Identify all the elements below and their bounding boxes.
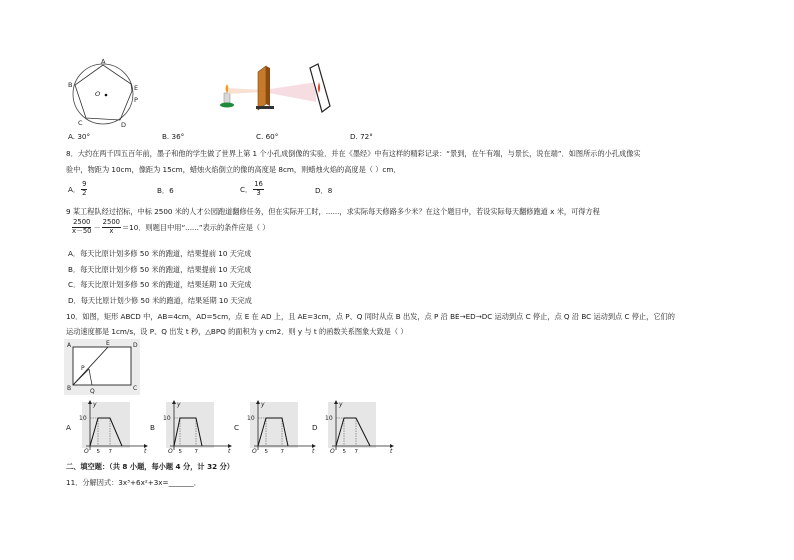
q10-line1: 10．如图，矩形 ABCD 中，AB=4cm，AD=5cm，点 E 在 AD 上，且 AE=3cm，点 P、Q 同时从点 B 出发，点 P 沿 BE→ED→DC 运动到点 C 停止，点 Q 沿 BC 运动到点 C 停止，它们的 bbox=[66, 312, 675, 321]
tick-label-5: 5 bbox=[342, 449, 346, 454]
origin-label: O bbox=[330, 448, 335, 454]
tick-label-5: 5 bbox=[178, 449, 182, 454]
fraction-numerator: 2500 bbox=[102, 218, 120, 226]
fraction-numerator: 16 bbox=[254, 180, 263, 188]
q8-line1: 8．大约在两千四五百年前，墨子和他的学生做了世界上第 1 个小孔成倒像的实验．并在《墨经》中有这样的精彩记录：“景到，在午有端，与景长，说在端”．如图所示的小孔成像实 bbox=[66, 149, 641, 158]
q9-fraction-1 bbox=[71, 219, 92, 235]
rect-label-Q: Q bbox=[90, 388, 95, 395]
tick-label-5: 5 bbox=[264, 449, 268, 454]
graph-shading bbox=[166, 402, 214, 448]
q8-option-c-prefix: C． bbox=[240, 184, 253, 194]
q9-option-d[interactable]: D．每天比原计划少修 50 米的跑道，结果延期 10 天完成 bbox=[68, 296, 252, 305]
q9-line1: 9 某工程队经过招标，中标 2500 米的人才公园跑道翻修任务，但在实际开工时，......，求实际每天修路多少米？在这个题目中，若设实际每天翻修跑道 x 米，可得方程 bbox=[66, 207, 600, 216]
origin-label: O bbox=[168, 448, 173, 454]
graph-option-letter: C bbox=[234, 423, 240, 432]
rectangle-abcd-figure bbox=[64, 339, 140, 395]
q8-option-a[interactable] bbox=[68, 181, 88, 197]
fraction-numerator: 9 bbox=[82, 180, 87, 188]
center-dot bbox=[105, 94, 108, 97]
y-axis-label: y bbox=[177, 401, 181, 408]
q9-option-a[interactable]: A．每天比原计划多修 50 米的跑道，结果提前 10 天完成 bbox=[68, 249, 252, 258]
q9-option-b[interactable]: B．每天比原计划少修 50 米的跑道，结果提前 10 天完成 bbox=[68, 265, 252, 274]
q7-option-c[interactable]: C. 60° bbox=[256, 132, 279, 141]
q9-option-c[interactable]: C．每天比原计划多修 50 米的跑道，结果延期 10 天完成 bbox=[68, 280, 252, 289]
q7-option-b[interactable]: B. 36° bbox=[162, 132, 185, 141]
q8-option-c-fraction bbox=[253, 181, 264, 197]
rect-label-A: A bbox=[67, 342, 72, 349]
q8-option-a-fraction bbox=[81, 181, 87, 197]
light-beam-left bbox=[228, 88, 262, 94]
q8-option-c[interactable] bbox=[240, 181, 265, 197]
pinhole-board-side bbox=[266, 66, 270, 106]
tick-label-7: 7 bbox=[194, 449, 198, 454]
label-B: B bbox=[68, 81, 73, 89]
light-beam-right bbox=[264, 82, 316, 102]
label-P: P bbox=[134, 96, 138, 104]
rect-label-D: D bbox=[133, 342, 138, 349]
rect-label-B: B bbox=[67, 385, 72, 392]
tick-label-7: 7 bbox=[108, 449, 112, 454]
fraction-numerator: 2500 bbox=[73, 218, 91, 226]
rect-label-E: E bbox=[106, 340, 110, 347]
q7-option-d[interactable]: D. 72° bbox=[350, 132, 373, 141]
q7-option-a[interactable]: A. 30° bbox=[68, 132, 91, 141]
tick-label-10: 10 bbox=[247, 415, 255, 422]
fraction-denominator: 2 bbox=[82, 188, 87, 197]
y-t-graph-c bbox=[244, 398, 320, 454]
q9-fraction-2 bbox=[102, 219, 121, 235]
t-axis-label: t bbox=[144, 448, 147, 454]
label-A: A bbox=[101, 58, 106, 66]
t-axis-label: t bbox=[312, 448, 315, 454]
label-C: C bbox=[78, 119, 83, 127]
t-axis-label: t bbox=[228, 448, 231, 454]
fraction-denominator: 3 bbox=[256, 188, 261, 197]
q8-line2: 验中，物距为 10cm，像距为 15cm，蜡烛火焰倒立的像的高度是 8cm，则蜡烛火焰的高度是（ ）cm． bbox=[66, 165, 401, 174]
q8-option-b[interactable]: B．6 bbox=[157, 186, 174, 195]
label-E: E bbox=[134, 84, 139, 92]
y-axis-label: y bbox=[261, 401, 265, 408]
y-t-graph-a bbox=[76, 398, 152, 454]
polygon-outline bbox=[75, 65, 132, 120]
rect-label-C: C bbox=[133, 385, 138, 392]
rect-label-P: P bbox=[81, 365, 85, 372]
pinhole-board bbox=[258, 66, 266, 110]
graph-option-letter: B bbox=[150, 423, 155, 432]
tick-label-10: 10 bbox=[79, 415, 87, 422]
pentagon-in-circle-figure bbox=[62, 58, 152, 130]
q9-equation-rest: ＝10．则题目中用“......”表示的条件应是（ ） bbox=[121, 222, 270, 232]
label-O: O bbox=[95, 90, 101, 98]
tick-label-7: 7 bbox=[354, 449, 358, 454]
q11-text[interactable]: 11．分解因式：3x³+6x²+3x=_______． bbox=[66, 478, 201, 487]
graph-shading bbox=[328, 402, 376, 448]
y-t-graph-d bbox=[322, 398, 398, 454]
minus-sign: － bbox=[93, 222, 101, 232]
y-t-graph-b bbox=[160, 398, 236, 454]
graph-option-letter: A bbox=[66, 423, 71, 432]
q10-line2: 运动速度都是 1cm/s，设 P、Q 出发 t 秒，△BPQ 的面积为 y cm2．则 y 与 t 的函数关系图象大致是（ ） bbox=[66, 327, 408, 336]
circumcircle bbox=[73, 64, 133, 124]
t-axis-label: t bbox=[390, 448, 393, 454]
tick-label-10: 10 bbox=[325, 415, 333, 422]
q8-option-d[interactable]: D．8 bbox=[315, 186, 333, 195]
y-axis-label: y bbox=[339, 401, 343, 408]
fraction-denominator: x－50 bbox=[72, 226, 92, 235]
board-stand bbox=[256, 106, 274, 109]
tick-label-5: 5 bbox=[96, 449, 100, 454]
pinhole-imaging-figure bbox=[218, 62, 333, 114]
q9-equation bbox=[70, 219, 270, 235]
fraction-denominator: x bbox=[109, 226, 114, 235]
origin-label: O bbox=[84, 448, 89, 454]
y-axis-label: y bbox=[93, 401, 97, 408]
origin-label: O bbox=[252, 448, 257, 454]
tick-label-10: 10 bbox=[163, 415, 171, 422]
candle-base bbox=[220, 103, 234, 108]
graph-shading bbox=[82, 402, 130, 448]
graph-shading bbox=[250, 402, 298, 448]
tick-label-7: 7 bbox=[280, 449, 284, 454]
graph-option-letter: D bbox=[312, 423, 318, 432]
section-title-fill-in: 二、填空题：（共 8 小题，每小题 4 分，计 32 分） bbox=[66, 462, 234, 471]
q8-option-a-prefix: A． bbox=[68, 184, 81, 194]
label-D: D bbox=[121, 121, 127, 129]
